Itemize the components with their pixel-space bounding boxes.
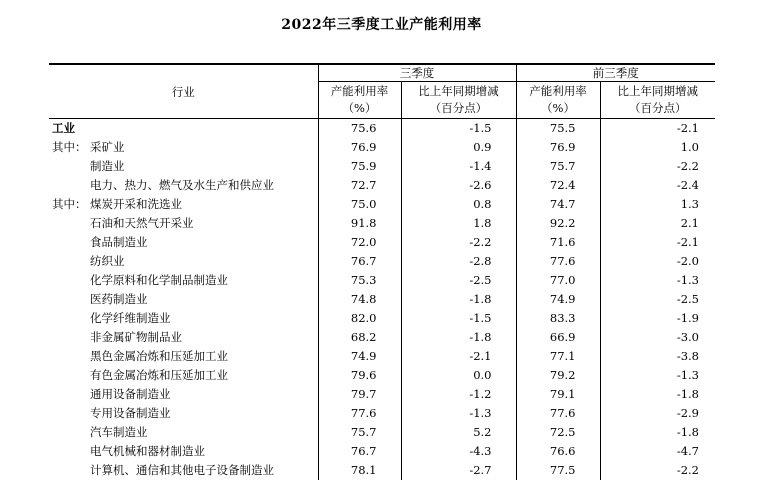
table-row xyxy=(49,214,715,233)
q3-rate-cell: 75.6 xyxy=(318,119,401,139)
header-q3-rate xyxy=(318,82,401,119)
q3-change-cell: -2.2 xyxy=(401,233,516,252)
q3-change-cell: -1.8 xyxy=(401,290,516,309)
table-row xyxy=(49,138,715,157)
header-q3-change xyxy=(401,82,516,119)
row-prefix: 其中： xyxy=(52,140,87,154)
table-body xyxy=(49,119,715,481)
table-row xyxy=(49,119,715,139)
industry-cell xyxy=(49,157,318,176)
industry-cell xyxy=(49,214,318,233)
industry-cell xyxy=(49,366,318,385)
q1-3-rate-cell: 76.9 xyxy=(516,138,600,157)
industry-name: 专用设备制造业 xyxy=(90,406,171,420)
q1-3-rate-cell: 77.6 xyxy=(516,404,600,423)
industry-name: 电气机械和器材制造业 xyxy=(90,444,205,458)
industry-name: 纺织业 xyxy=(90,254,125,268)
header-rate-line2: （%） xyxy=(541,101,575,115)
q3-rate-cell: 76.9 xyxy=(318,138,401,157)
table-row xyxy=(49,442,715,461)
q3-change-cell: -2.8 xyxy=(401,252,516,271)
table-row xyxy=(49,347,715,366)
industry-cell xyxy=(49,385,318,404)
header-q1-3-rate xyxy=(516,82,600,119)
header-rate-line1: 产能利用率 xyxy=(529,84,587,98)
q3-change-cell: 0.9 xyxy=(401,138,516,157)
q1-3-rate-cell: 74.9 xyxy=(516,290,600,309)
q3-change-cell: -1.5 xyxy=(401,309,516,328)
industry-name: 工业 xyxy=(52,121,75,135)
q3-change-cell: 1.8 xyxy=(401,214,516,233)
industry-name: 电力、热力、燃气及水生产和供应业 xyxy=(90,178,274,192)
q1-3-change-cell: 2.1 xyxy=(600,214,715,233)
q3-change-cell: -1.2 xyxy=(401,385,516,404)
industry-name: 有色金属冶炼和压延加工业 xyxy=(90,368,228,382)
industry-name: 煤炭开采和洗选业 xyxy=(90,197,182,211)
industry-name: 化学原料和化学制品制造业 xyxy=(90,273,228,287)
q1-3-change-cell: -1.3 xyxy=(600,271,715,290)
q3-change-cell: 0.8 xyxy=(401,195,516,214)
table-row xyxy=(49,309,715,328)
q3-rate-cell: 75.3 xyxy=(318,271,401,290)
industry-name: 食品制造业 xyxy=(90,235,148,249)
industry-name: 采矿业 xyxy=(90,140,125,154)
q3-rate-cell: 75.9 xyxy=(318,157,401,176)
header-change-line1: 比上年同期增减 xyxy=(418,84,499,98)
industry-cell xyxy=(49,423,318,442)
industry-cell xyxy=(49,119,318,139)
q1-3-change-cell: -1.3 xyxy=(600,366,715,385)
q3-rate-cell: 76.7 xyxy=(318,252,401,271)
q1-3-change-cell: 1.3 xyxy=(600,195,715,214)
industry-cell xyxy=(49,442,318,461)
industry-name: 非金属矿物制品业 xyxy=(90,330,182,344)
header-q1-3: 前三季度 xyxy=(516,64,715,82)
industry-name: 石油和天然气开采业 xyxy=(90,216,194,230)
q1-3-change-cell: -2.2 xyxy=(600,461,715,480)
q1-3-change-cell: -2.0 xyxy=(600,252,715,271)
industry-cell xyxy=(49,233,318,252)
q1-3-change-cell: -2.5 xyxy=(600,290,715,309)
industry-name: 黑色金属冶炼和压延加工业 xyxy=(90,349,228,363)
q3-change-cell: 5.2 xyxy=(401,423,516,442)
q1-3-change-cell: 1.0 xyxy=(600,138,715,157)
q1-3-rate-cell: 72.4 xyxy=(516,176,600,195)
industry-name: 制造业 xyxy=(90,159,125,173)
q1-3-rate-cell: 72.5 xyxy=(516,423,600,442)
q1-3-change-cell: -1.8 xyxy=(600,423,715,442)
q1-3-rate-cell: 66.9 xyxy=(516,328,600,347)
q3-change-cell: -1.4 xyxy=(401,157,516,176)
table-row xyxy=(49,290,715,309)
q3-change-cell: -1.3 xyxy=(401,404,516,423)
industry-name: 化学纤维制造业 xyxy=(90,311,171,325)
table-row xyxy=(49,366,715,385)
industry-name: 通用设备制造业 xyxy=(90,387,171,401)
industry-cell xyxy=(49,404,318,423)
q3-rate-cell: 79.7 xyxy=(318,385,401,404)
header-change-line1: 比上年同期增减 xyxy=(617,84,698,98)
industry-cell xyxy=(49,309,318,328)
q3-change-cell: -2.5 xyxy=(401,271,516,290)
q3-rate-cell: 75.7 xyxy=(318,423,401,442)
q1-3-change-cell: -2.9 xyxy=(600,404,715,423)
q3-change-cell: -2.1 xyxy=(401,347,516,366)
header-q3: 三季度 xyxy=(318,64,516,82)
q1-3-rate-cell: 75.5 xyxy=(516,119,600,139)
table-row xyxy=(49,252,715,271)
q1-3-change-cell: -4.7 xyxy=(600,442,715,461)
table-row xyxy=(49,176,715,195)
q1-3-rate-cell: 75.7 xyxy=(516,157,600,176)
industry-name: 汽车制造业 xyxy=(90,425,148,439)
table-row xyxy=(49,195,715,214)
q3-change-cell: -4.3 xyxy=(401,442,516,461)
q1-3-change-cell: -2.1 xyxy=(600,119,715,139)
table-row xyxy=(49,233,715,252)
q3-rate-cell: 78.1 xyxy=(318,461,401,480)
q1-3-change-cell: -1.8 xyxy=(600,385,715,404)
capacity-utilization-table xyxy=(49,63,715,480)
q1-3-rate-cell: 77.1 xyxy=(516,347,600,366)
industry-cell xyxy=(49,176,318,195)
q1-3-rate-cell: 83.3 xyxy=(516,309,600,328)
q3-rate-cell: 74.8 xyxy=(318,290,401,309)
industry-name: 医药制造业 xyxy=(90,292,148,306)
q1-3-change-cell: -2.4 xyxy=(600,176,715,195)
header-change-line2: （百分点） xyxy=(629,101,687,115)
table-row xyxy=(49,328,715,347)
q3-rate-cell: 75.0 xyxy=(318,195,401,214)
q1-3-rate-cell: 71.6 xyxy=(516,233,600,252)
industry-cell xyxy=(49,347,318,366)
q3-change-cell: -1.8 xyxy=(401,328,516,347)
q3-rate-cell: 76.7 xyxy=(318,442,401,461)
q1-3-rate-cell: 92.2 xyxy=(516,214,600,233)
q1-3-rate-cell: 74.7 xyxy=(516,195,600,214)
industry-name: 计算机、通信和其他电子设备制造业 xyxy=(90,463,274,477)
q3-change-cell: -1.5 xyxy=(401,119,516,139)
q1-3-rate-cell: 77.0 xyxy=(516,271,600,290)
industry-cell xyxy=(49,461,318,480)
table-row xyxy=(49,157,715,176)
page-title: 2022年三季度工业产能利用率 xyxy=(281,17,482,33)
header-rate-line2: （%） xyxy=(342,101,377,115)
industry-cell xyxy=(49,252,318,271)
industry-cell xyxy=(49,328,318,347)
q3-rate-cell: 74.9 xyxy=(318,347,401,366)
table-row xyxy=(49,271,715,290)
industry-cell xyxy=(49,138,318,157)
q1-3-rate-cell: 77.5 xyxy=(516,461,600,480)
q3-rate-cell: 77.6 xyxy=(318,404,401,423)
q3-rate-cell: 82.0 xyxy=(318,309,401,328)
header-rate-line1: 产能利用率 xyxy=(330,84,389,98)
q3-rate-cell: 91.8 xyxy=(318,214,401,233)
q3-change-cell: -2.6 xyxy=(401,176,516,195)
q3-rate-cell: 72.0 xyxy=(318,233,401,252)
table-row xyxy=(49,404,715,423)
q3-rate-cell: 72.7 xyxy=(318,176,401,195)
industry-cell xyxy=(49,195,318,214)
table-row xyxy=(49,385,715,404)
header-change-line2: （百分点） xyxy=(429,101,488,115)
header-q1-3-change xyxy=(600,82,715,119)
q3-rate-cell: 79.6 xyxy=(318,366,401,385)
q3-rate-cell: 68.2 xyxy=(318,328,401,347)
row-prefix: 其中： xyxy=(52,197,87,211)
q1-3-change-cell: -3.0 xyxy=(600,328,715,347)
industry-cell xyxy=(49,290,318,309)
q1-3-change-cell: -2.1 xyxy=(600,233,715,252)
industry-cell xyxy=(49,271,318,290)
q1-3-change-cell: -1.9 xyxy=(600,309,715,328)
q1-3-rate-cell: 77.6 xyxy=(516,252,600,271)
table-row xyxy=(49,461,715,480)
q3-change-cell: 0.0 xyxy=(401,366,516,385)
q3-change-cell: -2.7 xyxy=(401,461,516,480)
table-row xyxy=(49,423,715,442)
q1-3-change-cell: -3.8 xyxy=(600,347,715,366)
q1-3-rate-cell: 79.2 xyxy=(516,366,600,385)
q1-3-rate-cell: 76.6 xyxy=(516,442,600,461)
q1-3-change-cell: -2.2 xyxy=(600,157,715,176)
q1-3-rate-cell: 79.1 xyxy=(516,385,600,404)
header-industry: 行业 xyxy=(49,64,318,119)
